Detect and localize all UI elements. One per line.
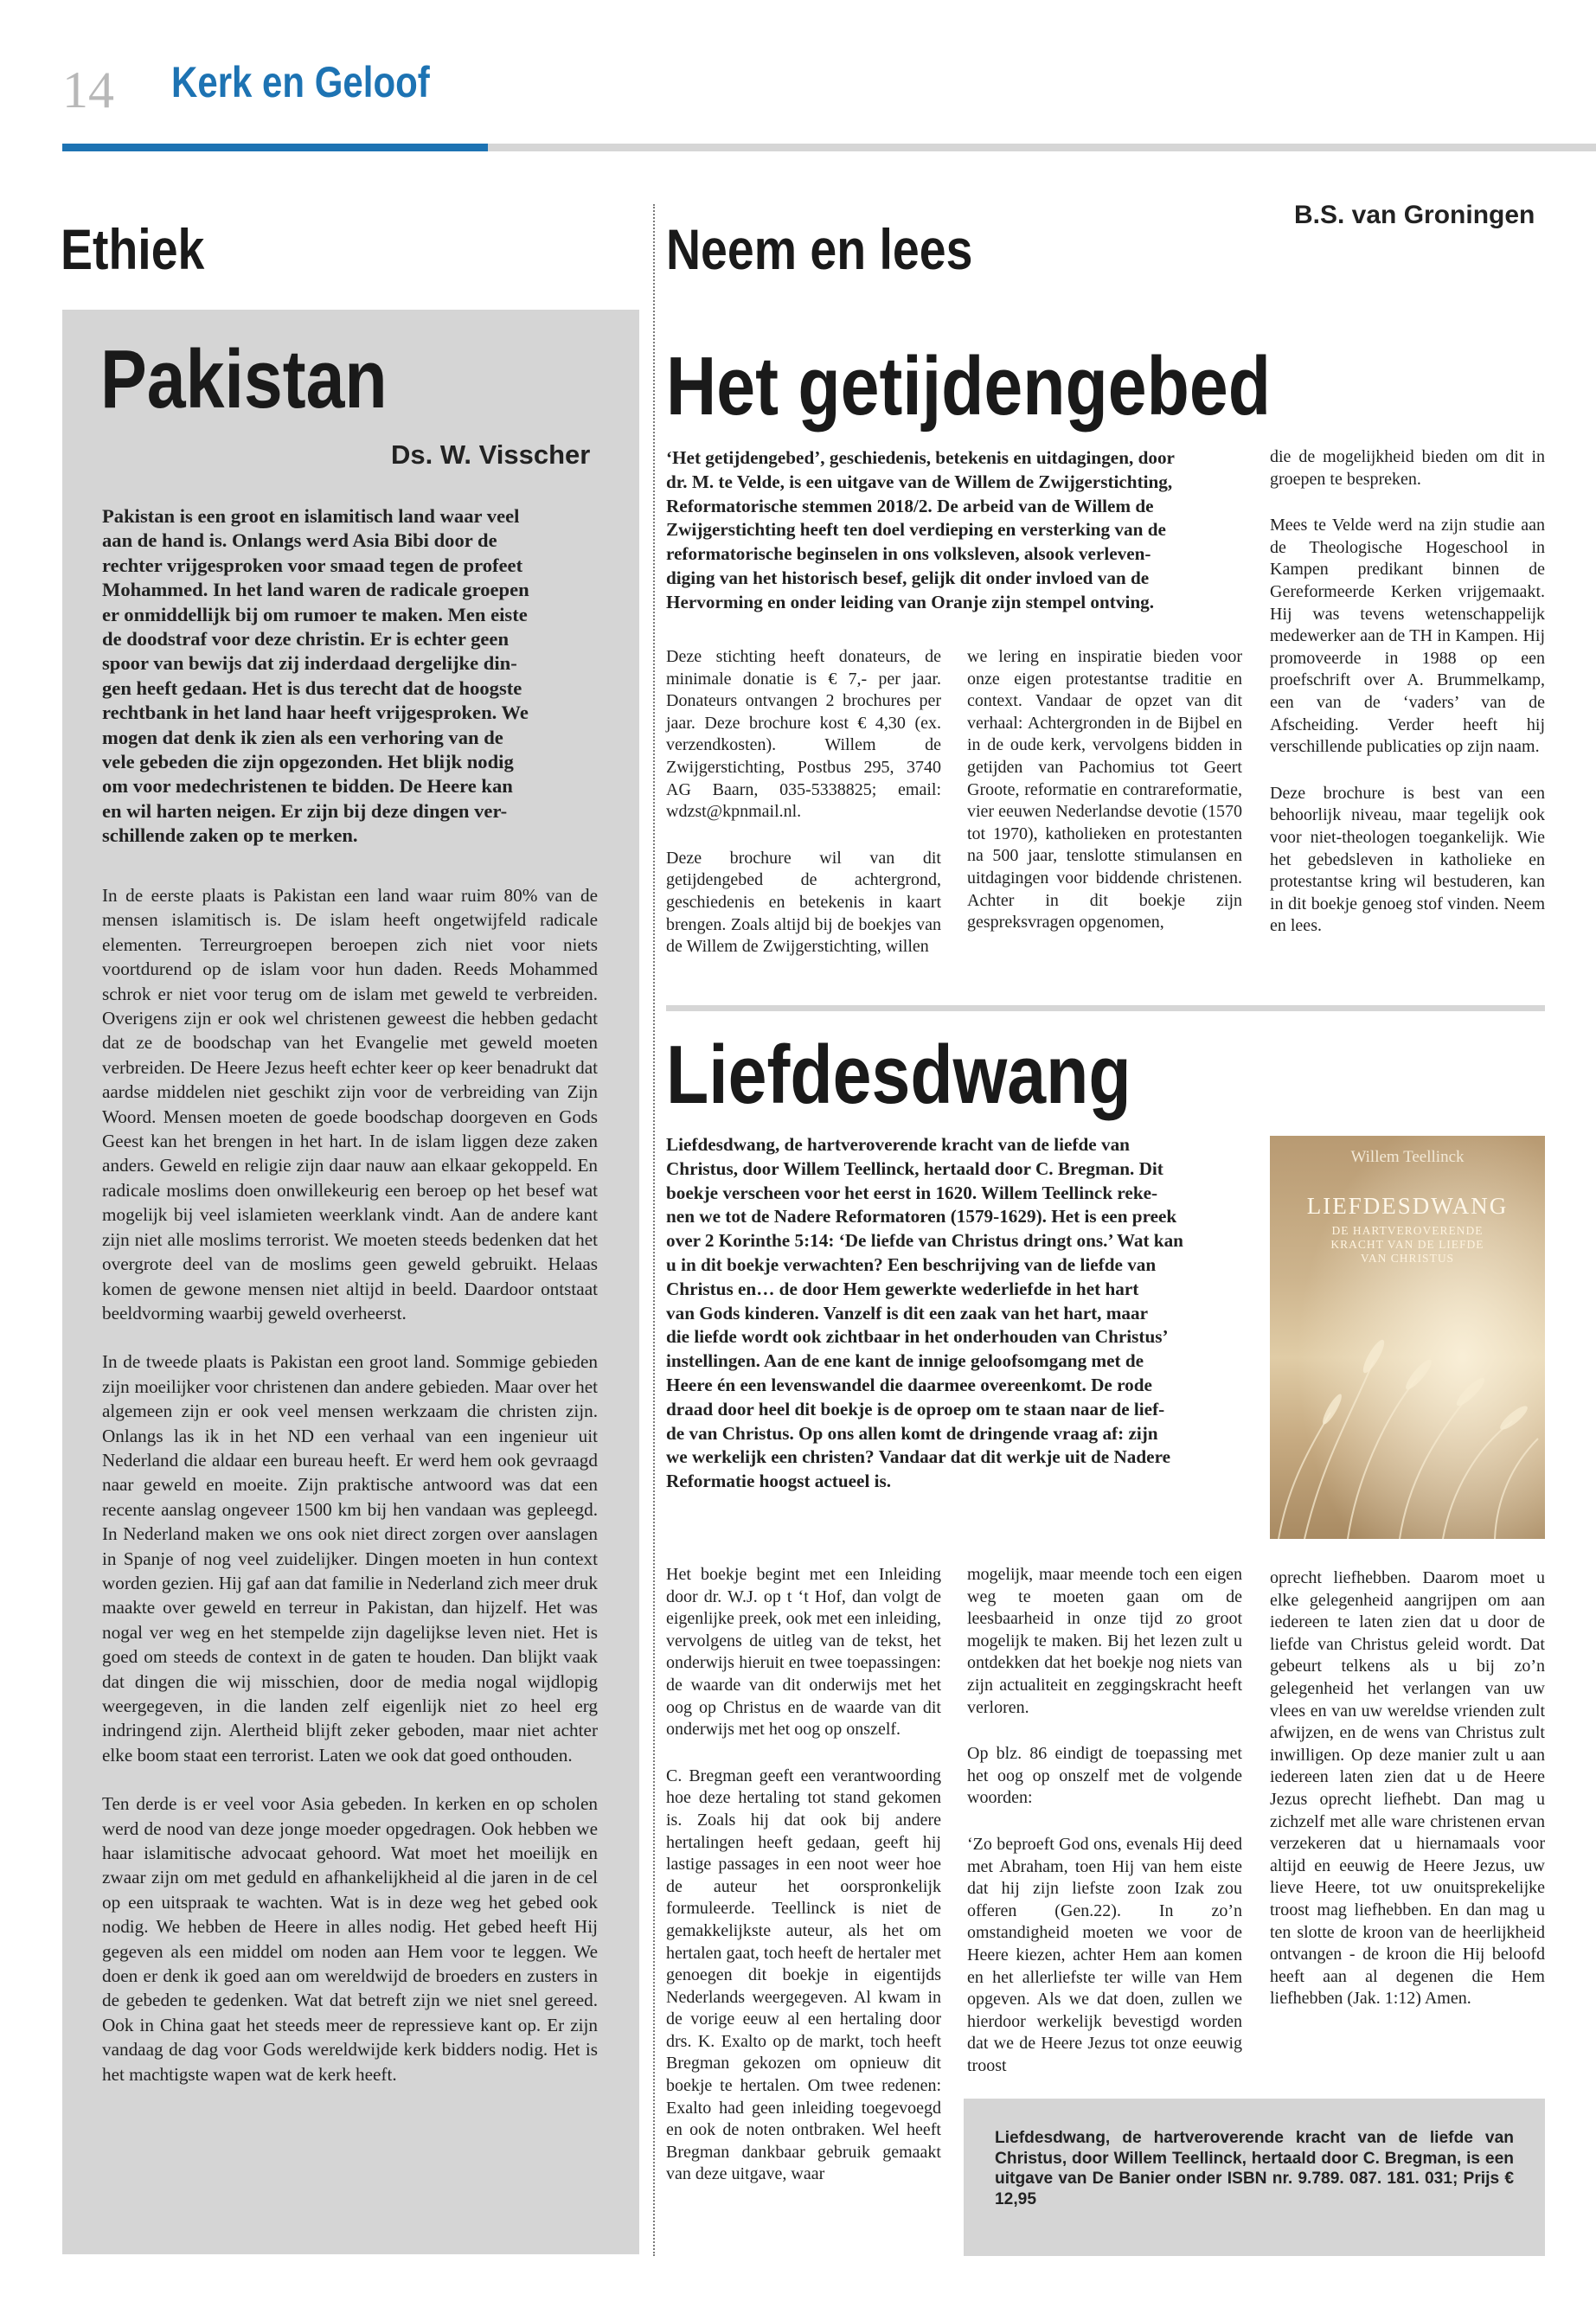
lead-line: Mohammed. In het land waren de radicale groepen xyxy=(102,579,529,601)
page-number: 14 xyxy=(62,61,114,119)
lead-line: boekje verscheen voor het eerst in 1620. Willem Teellinck reke- xyxy=(666,1182,1158,1203)
liefdesdwang-col-2 xyxy=(967,1564,1242,2077)
lead-line: Christus, door Willem Teellinck, hertaald door C. Bregman. Dit xyxy=(666,1157,1163,1179)
lead-line: aan de hand is. Onlangs werd Asia Bibi door de xyxy=(102,529,497,552)
kicker-neem-en-lees: Neem en lees xyxy=(666,217,973,281)
lead-line: Reformatorische stemmen 2018/2. De arbeid van de Willem de xyxy=(666,495,1154,516)
cover-subtitle-line: VAN CHRISTUS xyxy=(1360,1252,1455,1265)
lead-line: vele gebeden die zijn opgezonden. Het blijk nodig xyxy=(102,751,514,773)
body-paragraph: ‘Zo beproeft God ons, evenals Hij deed met Abraham, toen Hij van hem eiste dat hij zijn liefste zoon Izak zou offeren (Gen.22). In zo’n omstandigheid moeten we voor de Heere kiezen, achter Hem aan komen en het allerliefste ter wille van Hem opgeven. Als we dat doen, zullen we hierdoor werkelijk bevestigd worden dat we de Heere Jezus tot onze eeuwig troost xyxy=(967,1834,1242,2075)
lead-line: draad door heel dit boekje is de oproep om te staan naar de lief- xyxy=(666,1398,1165,1420)
getijdengebed-col-3 xyxy=(1270,446,1545,938)
lead-line: Christus en… de door Hem gewerkte wederliefde in het hart xyxy=(666,1278,1139,1299)
lead-line: van Gods kinderen. Vanzelf is dit een zaak van het hart, maar xyxy=(666,1302,1148,1324)
body-paragraph: Ten derde is er veel voor Asia gebeden. In kerken en op scholen werd de nood van deze jonge moeder opgedragen. Ook hebben we haar islamitische advocaat gehoord. Wat moet het moeilijk en zwaar zijn om met geduld en afhankelijkheid al die jaren in de cel op een uitspraak te wachten. Wat is in deze weg het gebed ook nodig. We hebben de Heere in alles nodig. Het gebed heeft Hij gegeven als een middel om noden aan Hem voor te leggen. We doen er denk ik goed aan om wereldwijd de broeders en zusters in de gebeden te gedenken. Wat dat betreft zijn we niet snel gereed. Ook in China gaat het steeds meer de repressieve kant op. Er zijn vandaag de dag voor Gods wereldwijde kerk bidders nodig. Het is het machtigste wapen wat de kerk heeft. xyxy=(102,1793,598,2085)
lead-line: rechtbank in het land haar heeft vrijgesproken. We xyxy=(102,702,529,724)
lead-line: ‘Het getijdengebed’, geschiedenis, betekenis en uitdagingen, door xyxy=(666,447,1175,468)
lead-line: Liefdesdwang, de hartveroverende kracht van de liefde van xyxy=(666,1134,1130,1155)
lead-line: mogen dat denk ik zien als een verhoring van de xyxy=(102,726,503,748)
lead-line: instellingen. Aan de ene kant de innige geloofsomgang met de xyxy=(666,1350,1144,1372)
lead-line: gen heeft gedaan. Het is dus terecht dat de hoogste xyxy=(102,676,522,699)
lead-line: schillende zaken op te merken. xyxy=(102,824,358,847)
lead-line: u in dit boekje verwachten? Een beschrijving van de liefde van xyxy=(666,1253,1157,1275)
body-paragraph: die de mogelijkheid bieden om dit in groepen te bespreken. xyxy=(1270,447,1545,489)
liefdesdwang-col-1 xyxy=(666,1564,941,2186)
liefdesdwang-col-3 xyxy=(1270,1567,1545,2010)
lead-line: we werkelijk een christen? Vandaar dat dit werkje uit de Nadere xyxy=(666,1446,1171,1468)
getijdengebed-title: Het getijdengebed xyxy=(666,340,1271,433)
lead-line: dr. M. te Velde, is een uitgave van de Willem de Zwijgerstichting, xyxy=(666,471,1173,492)
lead-line: Heere én een levenswandel die daarmee overeenkomt. De rode xyxy=(666,1374,1152,1395)
lead-line: nen we tot de Nadere Reformatoren (1579-1629). Het is een preek xyxy=(666,1206,1177,1227)
book-info-box xyxy=(964,2099,1545,2256)
section-title: Kerk en Geloof xyxy=(171,58,430,106)
body-paragraph: mogelijk, maar meende toch een eigen weg te moeten gaan om de leesbaarheid in onze tijd zo groot mogelijk te maken. Bij het lezen zult u ontdekken dat het boekje nog niets van zijn actualiteit en zeggingskracht heeft verloren. xyxy=(967,1565,1242,1717)
getijdengebed-lead xyxy=(666,446,1242,615)
liefdesdwang-title: Liefdesdwang xyxy=(666,1029,1131,1121)
pakistan-title: Pakistan xyxy=(100,333,388,426)
lead-line: die liefde wordt ook zichtbaar in het onderhouden van Christus’ xyxy=(666,1326,1169,1348)
column-divider xyxy=(653,204,655,2256)
book-info-text: Liefdesdwang, de hartveroverende kracht van de liefde van Christus, door Willem Teellinck, hertaald door C. Bregman, is een uitgave van De Banier onder ISBN nr. 9.789. 087. 181. 031; Prijs € 12,95 xyxy=(995,2129,1514,2208)
lead-line: Zwijgerstichting heeft ten doel verdieping en versterking van de xyxy=(666,519,1166,541)
lead-line: rechter vrijgesproken voor smaad tegen de profeet xyxy=(102,554,523,576)
article-separator xyxy=(666,1005,1545,1011)
body-paragraph: oprecht liefhebben. Daarom moet u elke gelegenheid aangrijpen om aan iedereen te laten zien dat u door de liefde van Christus geleid wordt. Dat gebeurt telkens als u bij zo’n gelegenheid het verlangen van uw vlees en van uw wereldse vrienden zult afwijzen, en de wens van Christus zult inwilligen. Op deze manier zult u aan iedereen laten zien dat u de Heere Jezus oprecht liefhebt. Dan mag u zichzelf met alle ware christenen ervan verzekeren dat u hiernamaals voor altijd en eeuwig de Heere Jezus, uw lieve Heere, tot uw onuitsprekelijke troost mag liefhebben. En dan mag u ten slotte de kroon van de heerlijkheid ontvangen - de kroon die Hij beloofd heeft aan al degenen die Hem liefhebben (Jak. 1:12) Amen. xyxy=(1270,1568,1545,2009)
lead-line: Hervorming en onder leiding van Oranje zijn stempel ontving. xyxy=(666,591,1155,612)
body-paragraph: In de eerste plaats is Pakistan een land waar ruim 80% van de mensen islamitisch is. De islam heeft ongetwijfeld radicale elementen. Terreurgroepen beroepen zich niet voor niets voortdurend op de islam voor hun daden. Reeds Mohammed schrok er niet voor terug om de islam met geweld te verbreiden. Overigens zijn er ook wel christenen geweest die hebben gedacht dat ze de boodschap van het Evangelie met geweld moeten verbreiden. De Heere Jezus heeft echter keer op keer benadrukt dat aardse middelen niet geschikt zijn voor de verbreiding van Zijn Woord. Mensen moeten de goede boodschap doorgeven en Gods Geest kan het brengen in het hart. In de islam liggen deze zaken anders. Geweld en religie zijn daar nauw aan elkaar gekoppeld. En radicale moslims doen onwillekeurig een beroep op het besef wat mogelijk bij veel islamieten weerklank vindt. Aan de andere kant zijn niet alle moslims terrorist. We moeten steeds bedenken dat het overgrote deel van de moslims geen geweld gebruikt. Helaas komen de gewone mensen niet altijd in beeld. Daardoor ontstaat beeldvorming waarbij geweld overheerst. xyxy=(102,885,598,1324)
body-paragraph: In de tweede plaats is Pakistan een groot land. Sommige gebieden zijn moeilijker voor christenen dan andere gebieden. Maar over het algemeen zijn er ook veel mensen werkzaam die christen zijn. Onlangs las ik in het ND een verhaal van een ingenieur uit Nederland die aldaar een bureau heeft. Er werd hem ook gevraagd naar geweld en moeite. Zijn praktische antwoord was dat een recente aanslag ongeveer 1500 km bij hen vandaan was gepleegd. In Nederland maken we ons ook niet direct zorgen over aanslagen in Spanje of nog veel zuidelijker. Dingen moeten in hun context worden gezien. Hij gaf aan dat familie in Nederland zich meer druk maakte over geweld en terreur in Pakistan, dan hijzelf. Het was nogal ver weg en het stempelde zijn dagelijkse leven niet. Het is goed om steeds de context in de gaten te houden. Dan blijkt vaak dat dingen die wij misschien, door de media nogal wijdlopig weergegeven, in die landen zelf eigenlijk niet zo heel erg indringend zijn. Alertheid blijft zeker geboden, maar niet achter elke boom staat een terrorist. Laten we ook dat goed onthouden. xyxy=(102,1351,598,1766)
lead-line: Reformatie hoogst actueel is. xyxy=(666,1471,892,1492)
lead-line: diging van het historisch besef, gelijk dit onder invloed van de xyxy=(666,567,1150,588)
body-paragraph: Op blz. 86 eindigt de toepassing met het oog op onszelf met de volgende woorden: xyxy=(967,1744,1242,1808)
lead-line: er onmiddellijk bij om rumoer te maken. Men eiste xyxy=(102,603,528,625)
body-paragraph: Deze stichting heeft donateurs, de minimale donatie is € 7,- per jaar. Donateurs ontvangen 2 brochures per jaar. Deze brochure kost € 4,30 (ex. verzendkosten). Willem de Zwijgerstichting, Postbus 295, 3740 AG Baarn, 035-5338825; email: wdzst@kpnmail.nl. xyxy=(666,647,941,822)
cover-subtitle-line: DE HARTVEROVERENDE xyxy=(1331,1224,1484,1237)
cover-author: Willem Teellinck xyxy=(1350,1148,1465,1166)
lead-line: reformatorische beginselen in ons volksleven, alsook verleven- xyxy=(666,543,1151,565)
body-paragraph: Mees te Velde werd na zijn studie aan de Theologische Hogeschool in Kampen predikant binnen de Gereformeerde Kerken vrijgemaakt. Hij was tevens wetenschappelijk medewerker aan de TH in Kampen. Hij promoveerde in 1988 op een proefschrift over A. Brummelkamp, een van de ‘vaders’ van de Afscheiding. Verder heeft hij verschillende publicaties op zijn naam. xyxy=(1270,516,1545,757)
body-paragraph: C. Bregman geeft een verantwoording hoe deze hertaling tot stand gekomen is. Zoals hij dat ook bij andere hertalingen heeft gedaan, geeft hij lastige passages in een noot weer hoe de auteur het oorspronkelijk formuleerde. Teellinck is niet de gemakkelijkste auteur, als het om hertalen gaat, toch heeft de hertaler met genoegen dit boekje in eigentijds Nederlands weergegeven. Al kwam in de vorige eeuw al een hertaling door drs. K. Exalto op de markt, toch heeft Bregman gekozen om opnieuw dit boekje te hertalen. Om twee redenen: Exalto had geen inleiding toegevoegd en ook de noten ontbraken. Wel heeft Bregman dankbaar gebruik gemaakt van deze uitgave, waar xyxy=(666,1766,941,2184)
body-paragraph: Deze brochure is best van een behoorlijk niveau, maar tegelijk ook voor niet-theologen toegankelijk. Wie het gebedsleven in katholieke en protestantse kring wil bestuderen, kan in dit boekje genoeg stof vinden. Neem en lees. xyxy=(1270,783,1545,936)
cover-subtitle-line: KRACHT VAN DE LIEFDE xyxy=(1330,1238,1484,1251)
liefdesdwang-lead xyxy=(666,1133,1242,1494)
header-rule-accent xyxy=(62,144,488,151)
lead-line: om voor medechristenen te bidden. De Heere kan xyxy=(102,775,513,798)
lead-line: en wil harten neigen. Er zijn bij deze dingen ver- xyxy=(102,799,508,822)
pakistan-body xyxy=(102,883,598,2086)
cover-subtitle xyxy=(1304,1224,1510,1266)
body-paragraph: Deze brochure wil van dit getijdengebed de achtergrond, geschiedenis en betekenis in kaart brengen. Zoals altijd bij de boekjes van de Willem de Zwijgerstichting, willen xyxy=(666,848,941,957)
pakistan-lead xyxy=(102,504,598,849)
lead-line: over 2 Korinthe 5:14: ‘De liefde van Christus dringt ons.’ Wat kan xyxy=(666,1230,1183,1252)
body-paragraph: Het boekje begint met een Inleiding door dr. W.J. op t ‘t Hof, dan volgt de eigenlijke preek, ook met een inleiding, vervolgens de uitleg van de tekst, het onderwijs hieruit en twee toepassingen: de waarde van dit onderwijs met het oog op Christus en de waarde van dit onderwijs met het oog op onszelf. xyxy=(666,1565,941,1740)
lead-line: Pakistan is een groot en islamitisch land waar veel xyxy=(102,505,520,527)
body-paragraph: we lering en inspiratie bieden voor onze eigen protestantse traditie en context. Vandaar de opzet van dit verhaal: Achtergronden in de Bijbel en in de oude kerk, vervolgens bidden in getijden van Pachomius tot Geert Groote, reformatie en contrareformatie, vier eeuwen Nederlandse devotie (1570 tot 1970), katholieken en protestanten na 500 jaar, tenslotte stimulansen en uitdagingen voor biddende christenen. Achter in dit boekje zijn gespreksvragen opgenomen, xyxy=(967,647,1242,933)
getijdengebed-col-1 xyxy=(666,646,941,958)
lead-line: spoor van bewijs dat zij inderdaad dergelijke din- xyxy=(102,652,517,675)
cover-title: LIEFDESDWANG xyxy=(1306,1193,1509,1219)
kicker-ethiek: Ethiek xyxy=(61,217,205,281)
getijdengebed-col-2 xyxy=(967,646,1242,934)
lead-line: de van Christus. Op ons allen komt de dringende vraag af: zijn xyxy=(666,1422,1158,1444)
lead-line: de doodstraf voor deze christin. Er is echter geen xyxy=(102,628,510,651)
getijdengebed-author: B.S. van Groningen xyxy=(1294,201,1535,229)
book-cover-image xyxy=(1270,1136,1545,1539)
pakistan-author: Ds. W. Visscher xyxy=(391,439,591,470)
